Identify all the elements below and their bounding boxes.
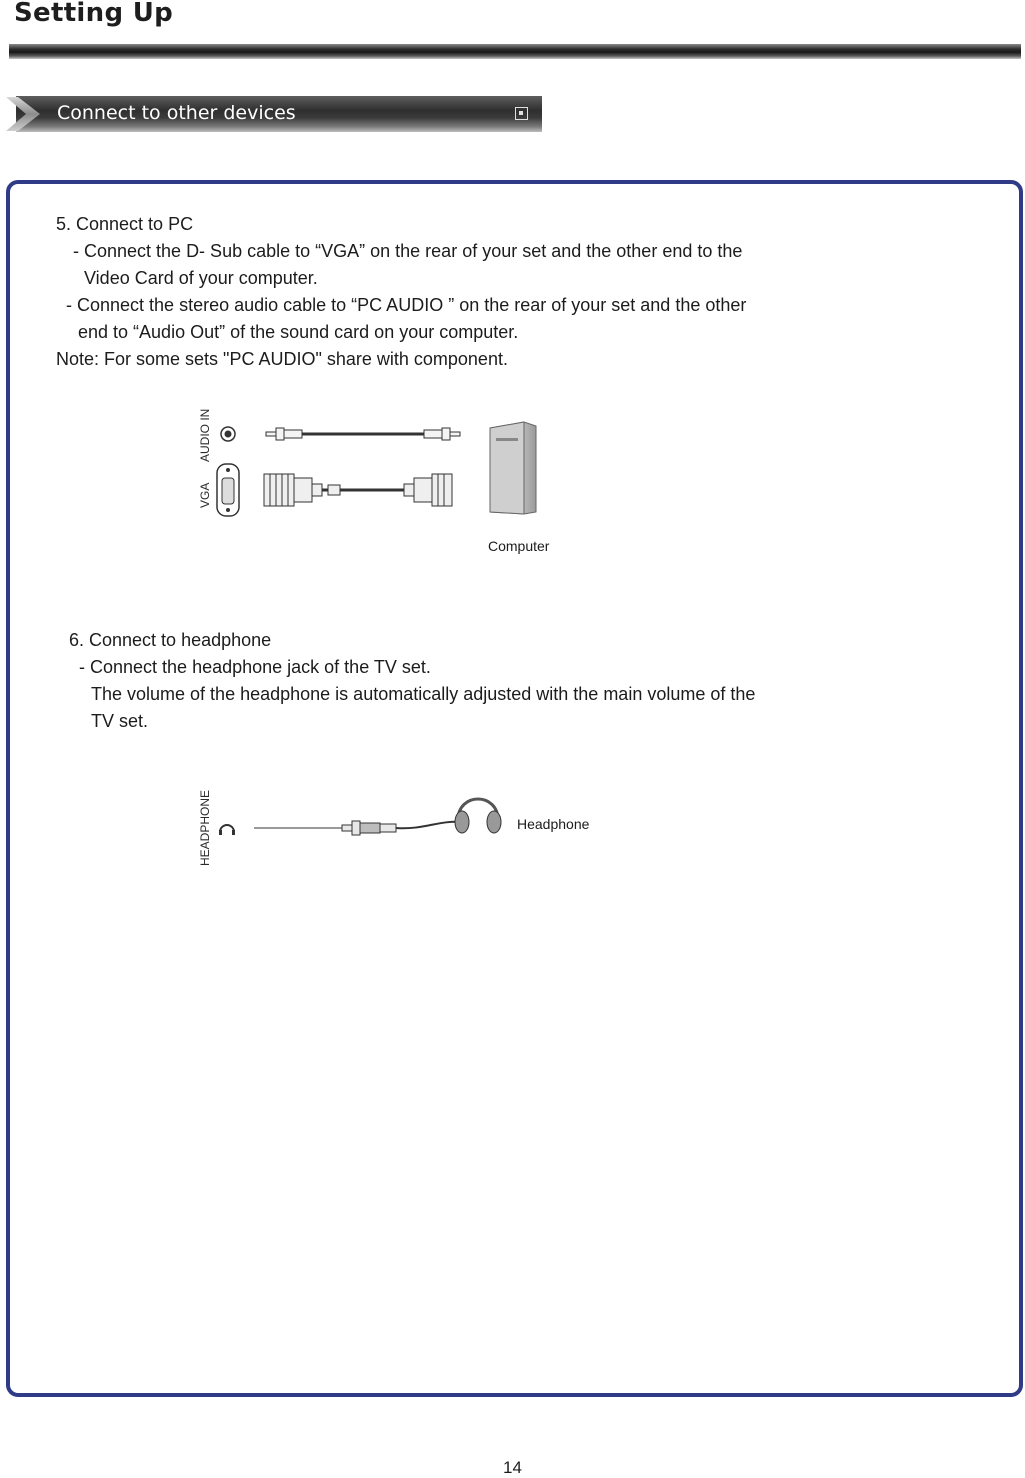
headphones-icon xyxy=(455,799,501,833)
pc-note: Note: For some sets "PC AUDIO" share with component. xyxy=(56,349,508,369)
pc-heading: 5. Connect to PC xyxy=(56,214,194,234)
headphone-instruction-2: The volume of the headphone is automatically adjusted with the main volume of the xyxy=(91,684,756,704)
headphone-instruction-1: - Connect the headphone jack of the TV set. xyxy=(79,657,431,677)
title-divider-bar xyxy=(9,44,1021,59)
headphone-connection-diagram xyxy=(214,790,514,850)
chevron-right-icon xyxy=(4,94,44,134)
vga-port-icon xyxy=(217,464,239,516)
headphone-jack-icon xyxy=(219,825,235,835)
pc-instruction-1: - Connect the D- Sub cable to “VGA” on the rear of your set and the other end to the xyxy=(73,241,743,261)
square-icon xyxy=(515,107,528,120)
audio-cable xyxy=(266,428,460,440)
pc-instruction-2: Video Card of your computer. xyxy=(84,268,318,288)
headphone-plug xyxy=(342,821,396,835)
vga-label: VGA xyxy=(198,482,212,508)
audio-in-label: AUDIO IN xyxy=(198,408,212,462)
page-title: Setting Up xyxy=(14,0,174,28)
headphone-label: Headphone xyxy=(517,816,590,832)
audio-jack-icon xyxy=(221,427,235,441)
headphone-heading: 6. Connect to headphone xyxy=(69,630,272,650)
section-title: Connect to other devices xyxy=(57,102,296,124)
pc-instruction-4: end to “Audio Out” of the sound card on your computer. xyxy=(78,322,519,342)
pc-instruction-3: - Connect the stereo audio cable to “PC AUDIO ” on the rear of your set and the other xyxy=(66,295,747,315)
page-number: 14 xyxy=(503,1458,522,1477)
pc-connection-diagram xyxy=(214,420,544,520)
vga-cable xyxy=(264,474,452,506)
headphone-port-label: HEADPHONE xyxy=(198,789,212,866)
computer-tower-icon xyxy=(490,422,536,514)
computer-label: Computer xyxy=(488,538,550,554)
headphone-instruction-3: TV set. xyxy=(91,711,149,731)
